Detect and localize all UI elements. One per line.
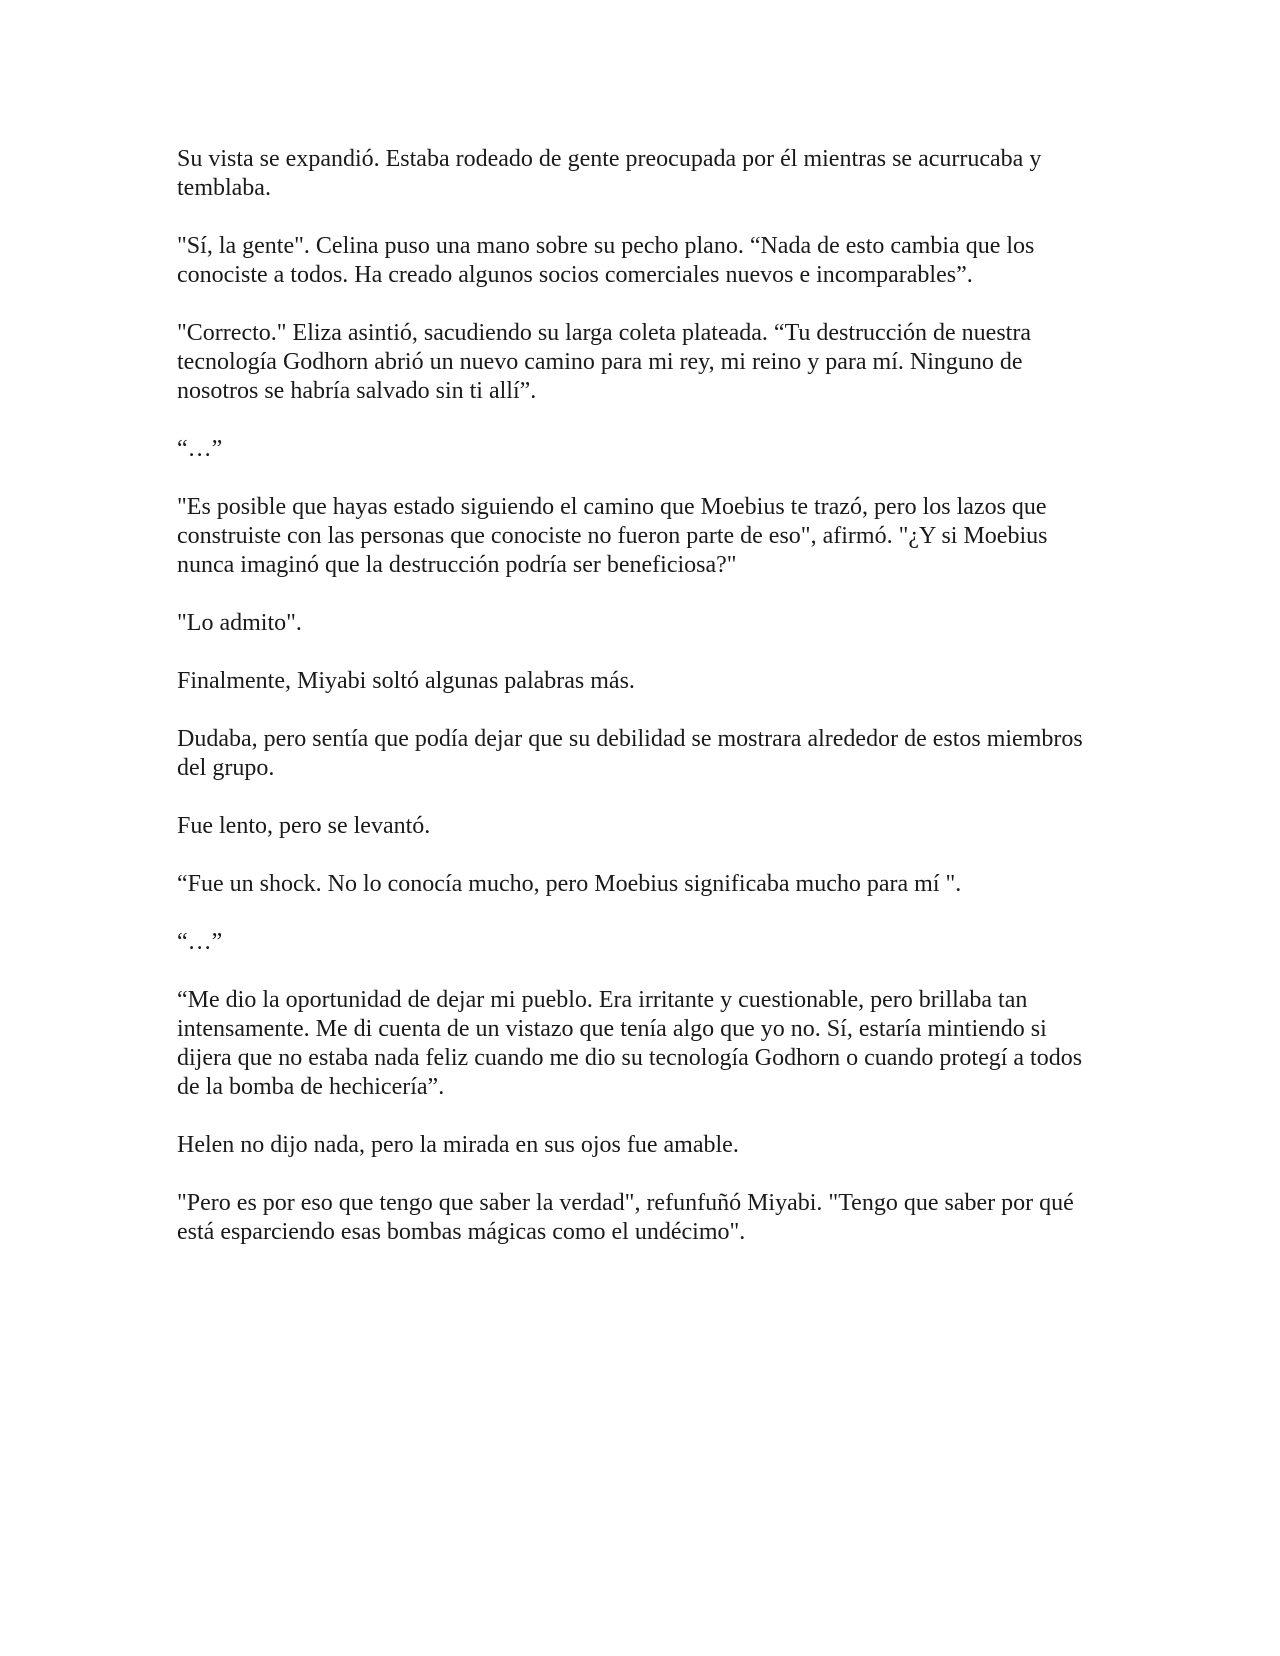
paragraph-4: “…” bbox=[177, 436, 223, 462]
paragraph-10: “Fue un shock. No lo conocía mucho, pero Moebius significaba mucho para mí ". bbox=[177, 871, 962, 897]
paragraph-14: "Pero es por eso que tengo que saber la verdad", refunfuñó Miyabi. "Tengo que saber por qué está esparciendo esas bombas mágicas como el undécimo". bbox=[177, 1190, 1074, 1245]
paragraph-9: Fue lento, pero se levantó. bbox=[177, 813, 431, 839]
paragraph-6: "Lo admito". bbox=[177, 610, 302, 636]
paragraph-3: "Correcto." Eliza asintió, sacudiendo su larga coleta plateada. “Tu destrucción de nuestra tecnología Godhorn abrió un nuevo camino para mi rey, mi reino y para mí. Ninguno de nosotros se habría salvado sin ti allí”. bbox=[177, 320, 1031, 404]
paragraph-8: Dudaba, pero sentía que podía dejar que su debilidad se mostrara alrededor de estos miembros del grupo. bbox=[177, 726, 1083, 781]
paragraph-5: "Es posible que hayas estado siguiendo el camino que Moebius te trazó, pero los lazos que construiste con las personas que conociste no fueron parte de eso", afirmó. "¿Y si Moebius nunca imaginó que la destrucción podría ser beneficiosa?" bbox=[177, 494, 1048, 578]
paragraph-11: “…” bbox=[177, 929, 223, 955]
paragraph-12: “Me dio la oportunidad de dejar mi pueblo. Era irritante y cuestionable, pero brillaba tan intensamente. Me di cuenta de un vistazo que tenía algo que yo no. Sí, estaría mintiendo si dijera que no estaba nada feliz cuando me dio su tecnología Godhorn o cuando protegí a todos de la bomba de hechicería”. bbox=[177, 987, 1083, 1100]
paragraph-2: "Sí, la gente". Celina puso una mano sobre su pecho plano. “Nada de esto cambia que los conociste a todos. Ha creado algunos socios comerciales nuevos e incomparables”. bbox=[177, 233, 1035, 288]
paragraph-7: Finalmente, Miyabi soltó algunas palabras más. bbox=[177, 668, 635, 694]
document-body bbox=[177, 145, 1107, 1276]
paragraph-1: Su vista se expandió. Estaba rodeado de gente preocupada por él mientras se acurrucaba y temblaba. bbox=[177, 146, 1042, 201]
paragraph-13: Helen no dijo nada, pero la mirada en sus ojos fue amable. bbox=[177, 1132, 739, 1158]
